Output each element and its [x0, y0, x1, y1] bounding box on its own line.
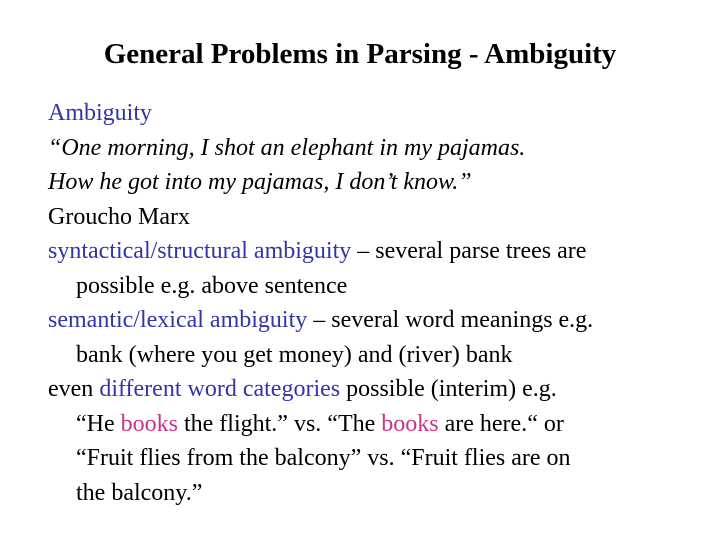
item-word-categories — [48, 372, 708, 510]
slide-body — [48, 96, 708, 510]
item3-lead: even — [48, 376, 100, 402]
item-semantic-ambiguity — [48, 303, 708, 372]
slide-title: General Problems in Parsing - Ambiguity — [103, 38, 617, 70]
example-word-books-verb: books — [120, 410, 178, 437]
heading-ambiguity: Ambiguity — [48, 100, 153, 126]
item1-text-b: possible e.g. above sentence — [76, 272, 348, 299]
example-fruit-flies-line: “Fruit flies from the balcony” vs. “Fruit flies are on — [76, 445, 571, 471]
example1-post: the flight.” vs. “The — [177, 410, 382, 437]
item2-text-b: bank (where you get money) and (river) bank — [76, 341, 513, 368]
example2-post: are here.“ or — [438, 410, 564, 437]
example-balcony-line: the balcony.” — [76, 479, 203, 506]
quote-attribution: Groucho Marx — [48, 203, 190, 230]
item-syntactic-ambiguity — [48, 234, 708, 303]
item2-text-a: – several word meanings e.g. — [307, 307, 594, 333]
item1-text-a: – several parse trees are — [351, 238, 587, 264]
item3-text-a: possible (interim) e.g. — [340, 376, 557, 402]
term-syntactic: syntactical/structural ambiguity — [48, 238, 352, 264]
example1-pre: “He — [76, 410, 121, 437]
example-word-books-noun: books — [381, 410, 439, 437]
quote-line-1: “One morning, I shot an elephant in my pajamas. — [48, 134, 526, 161]
term-word-categories: different word categories — [99, 376, 341, 402]
term-semantic: semantic/lexical ambiguity — [48, 307, 308, 333]
quote-line-2: How he got into my pajamas, I don’t know.” — [48, 169, 472, 195]
